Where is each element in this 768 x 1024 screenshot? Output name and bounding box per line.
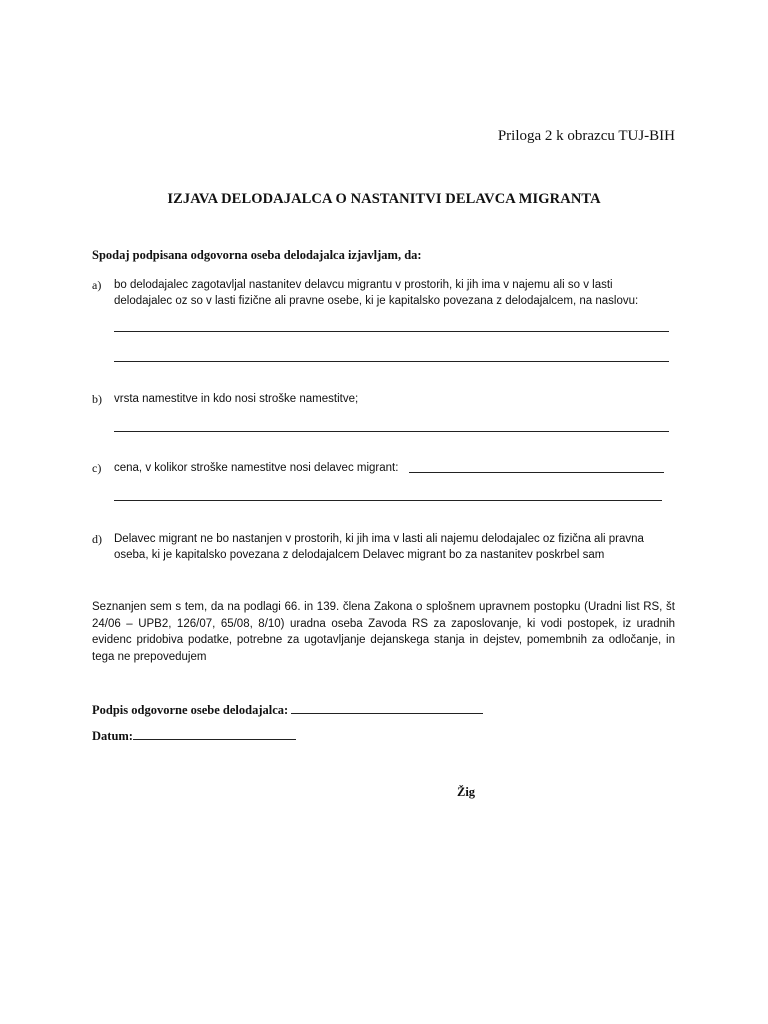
item-d-marker: d)	[92, 532, 102, 546]
item-a-address-line-1[interactable]	[114, 331, 669, 332]
stamp-label: Žig	[457, 785, 476, 799]
item-c-answer-line[interactable]	[114, 500, 662, 501]
item-a-address-line-2[interactable]	[114, 361, 669, 362]
item-a-line-2: delodajalec oz so v lasti fizične ali pravne osebe, ki je kapitalsko povezana z delodajalcem, na naslovu:	[114, 295, 639, 307]
signature-label: Podpis odgovorne osebe delodajalca:	[92, 703, 289, 717]
date-field[interactable]	[133, 729, 296, 740]
item-d-line-2: oseba, ki je kapitalsko povezana z delodajalcem Delavec migrant bo za nastanitev poskrbel sam	[114, 549, 605, 561]
item-c-text: cena, v kolikor stroške namestitve nosi delavec migrant:	[114, 462, 399, 474]
signature-row	[92, 703, 483, 718]
item-a-line-1: bo delodajalec zagotavljal nastanitev delavcu migrantu v prostorih, ki jih ima v najemu ali so v lasti	[114, 279, 613, 291]
item-c-marker: c)	[92, 461, 102, 475]
item-d-line-1: Delavec migrant ne bo nastanjen v prostorih, ki jih ima v lasti ali najemu delodajalec oz fizična ali pravna	[114, 533, 644, 545]
document-title: IZJAVA DELODAJALCA O NASTANITVI DELAVCA MIGRANTA	[167, 191, 601, 207]
intro-text: Spodaj podpisana odgovorna oseba delodajalca izjavljam, da:	[92, 248, 422, 262]
item-c-price-line[interactable]	[409, 472, 664, 473]
item-b-marker: b)	[92, 392, 102, 406]
consent-paragraph: Seznanjen sem s tem, da na podlagi 66. in 139. člena Zakona o splošnem upravnem postopku (Uradni list RS, št 24/06 – UPB2, 126/07, 65/08, 8/10) uradna oseba Zavoda RS za zaposlovanje, ki vodi postopek, iz uradnih evidenc pridobiva podatke, potrebne za ugotavljanje dejanskega stanja in dejstev, pomembnih za odločanje, in tega ne prepovedujem	[92, 601, 675, 663]
item-b-answer-line[interactable]	[114, 431, 669, 432]
item-a-marker: a)	[92, 278, 102, 292]
annex-label: Priloga 2 k obrazcu TUJ-BIH	[497, 128, 675, 144]
date-row	[92, 729, 296, 744]
item-b-text: vrsta namestitve in kdo nosi stroške namestitve;	[114, 393, 359, 405]
signature-field[interactable]	[291, 703, 483, 714]
date-label: Datum:	[92, 729, 133, 743]
